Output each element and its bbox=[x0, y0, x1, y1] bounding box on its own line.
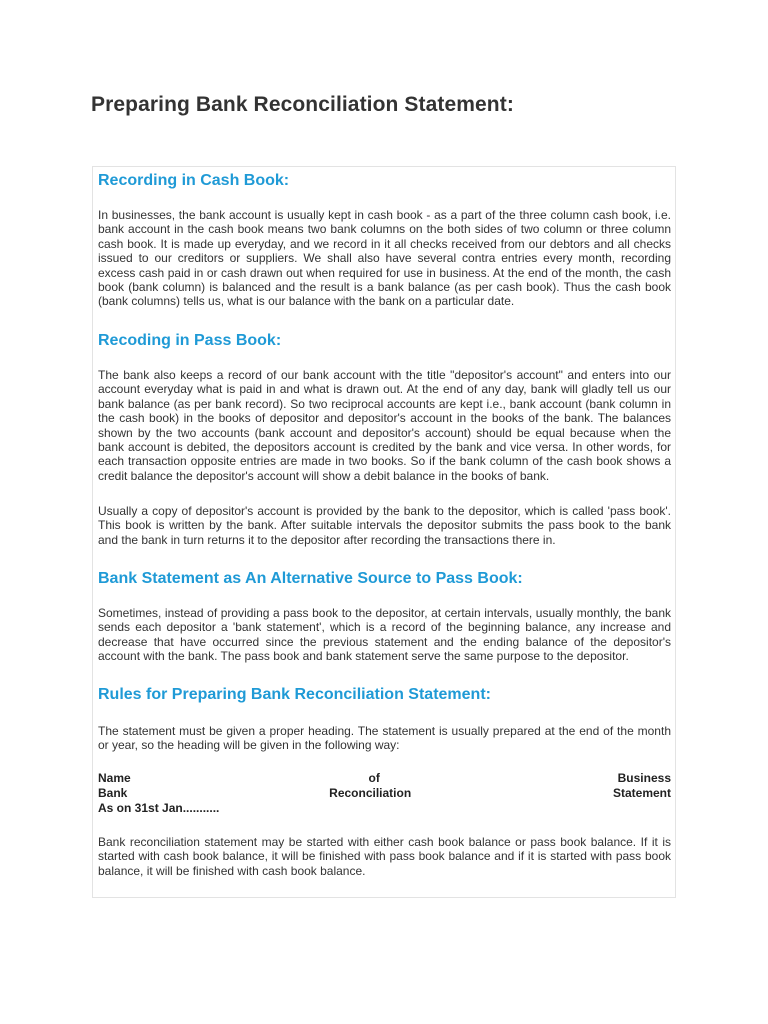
rules-paragraph-1: The statement must be given a proper heading. The statement is usually prepared at the end of the month or year, so the heading will be given in the following way: bbox=[98, 724, 671, 753]
rules-paragraph-2: Bank reconciliation statement may be started with either cash book balance or pass book balance. If it is started with cash book balance, it will be finished with pass book balance and if it is started with pass book balance, it will be finished with cash book balance. bbox=[98, 835, 671, 878]
section-heading-rules: Rules for Preparing Bank Reconciliation Statement: bbox=[98, 686, 491, 703]
statement-heading-word: Business bbox=[617, 771, 671, 785]
cash-book-paragraph: In businesses, the bank account is usually kept in cash book - as a part of the three column cash book, i.e. bank account in the cash book means two bank columns on the both sides of two column or three column cash book. It is made up everyday, and we record in it all checks received from our debtors and all checks issued to our creditors or suppliers. We shall also have several contra entries every month, recording excess cash paid in or cash drawn out when required for use in business. At the end of the month, the cash book (bank column) is balanced and the result is a bank balance (as per cash book). Thus the cash book (bank columns) tells us, what is our balance with the bank on a particular date. bbox=[98, 208, 671, 309]
statement-heading-date: As on 31st Jan........... bbox=[98, 801, 220, 815]
article-content-box bbox=[92, 166, 676, 898]
section-heading-bank-statement: Bank Statement as An Alternative Source to Pass Book: bbox=[98, 570, 523, 587]
section-heading-pass-book: Recoding in Pass Book: bbox=[98, 332, 282, 349]
statement-heading-word: Reconciliation bbox=[329, 786, 412, 800]
pass-book-paragraph-2: Usually a copy of depositor's account is provided by the bank to the depositor, which is called 'pass book'. This book is written by the bank. After suitable intervals the depositor submits the pass book to the bank and the bank in turn returns it to the depositor after recording the transactions there in. bbox=[98, 504, 671, 547]
statement-heading-row-1 bbox=[98, 771, 671, 785]
page-title: Preparing Bank Reconciliation Statement: bbox=[91, 93, 514, 116]
statement-heading-word: of bbox=[368, 771, 380, 785]
pass-book-paragraph-1: The bank also keeps a record of our bank account with the title "depositor's account" and enters into our account everyday what is paid in and what is drawn out. At the end of any day, bank will gladly tell us our bank balance (as per bank record). So two reciprocal accounts are kept i.e., bank account (bank column in the cash book) in the books of depositor and depositor's account in the books of the bank. The balances shown by the two accounts (bank account and depositor's account) should be equal because when the bank account is debited, the depositors account is credited by the bank and vice versa. In other words, for each transaction opposite entries are made in two books. So if the bank column of the cash book shows a credit balance the depositor's account will show a debit balance in the books of bank. bbox=[98, 368, 671, 483]
statement-heading-row-2 bbox=[98, 786, 671, 800]
statement-heading-word: Bank bbox=[98, 786, 128, 800]
bank-statement-paragraph: Sometimes, instead of providing a pass book to the depositor, at certain intervals, usually monthly, the bank sends each depositor a 'bank statement', which is a record of the beginning balance, any increase and decrease that have occurred since the previous statement and the ending balance of the depositor's account with the bank. The pass book and bank statement serve the same purpose to the depositor. bbox=[98, 606, 671, 664]
statement-heading-word: Name bbox=[98, 771, 131, 785]
statement-heading-word: Statement bbox=[612, 786, 671, 800]
section-heading-cash-book: Recording in Cash Book: bbox=[98, 172, 290, 189]
